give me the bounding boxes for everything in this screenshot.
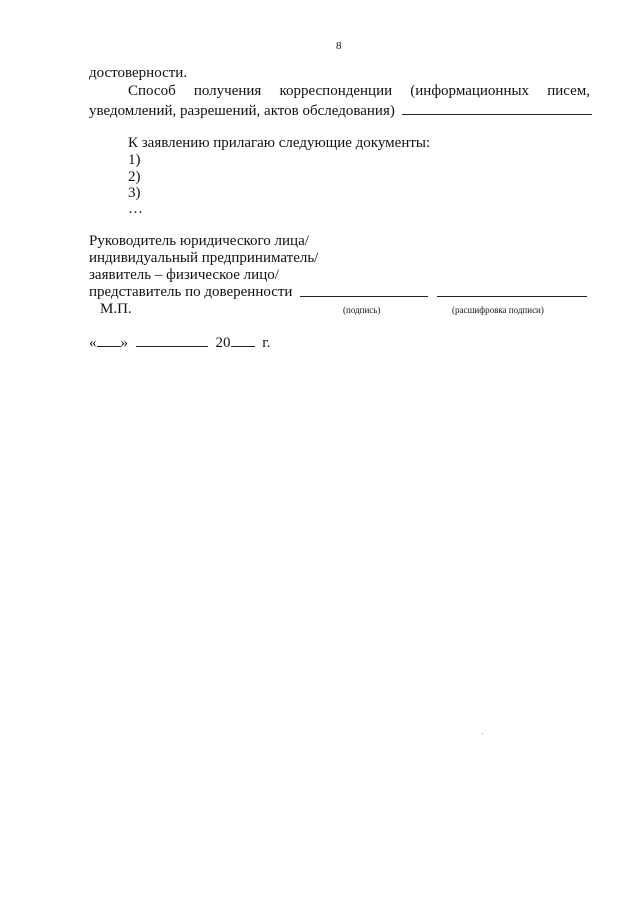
signature-caption: (подпись) [343, 305, 381, 315]
correspondence-line-1 [128, 83, 590, 100]
year-field[interactable] [231, 333, 255, 347]
open-quote: « [89, 335, 97, 351]
correspondence-word: корреспонденции [279, 83, 393, 99]
correspondence-word: писем, [547, 83, 590, 99]
page-number: 8 [336, 40, 342, 52]
month-field[interactable] [136, 333, 208, 347]
decode-caption: (расшифровка подписи) [452, 305, 544, 315]
year-prefix: 20 [215, 335, 231, 351]
signer-line: заявитель – физическое лицо/ [89, 267, 279, 283]
date-line [89, 333, 270, 352]
year-suffix: г. [262, 335, 271, 351]
scan-speck [482, 733, 483, 734]
signature-field[interactable] [300, 283, 428, 297]
close-quote: » [120, 335, 128, 351]
correspondence-line-2 [89, 101, 592, 120]
signer-line: представитель по доверенности [89, 284, 293, 300]
correspondence-word: (информационных [410, 83, 530, 99]
attachment-item: 3) [128, 185, 141, 201]
signer-line: индивидуальный предприниматель/ [89, 250, 319, 266]
continuation-text: достоверности. [89, 65, 188, 81]
day-field[interactable] [97, 333, 121, 347]
attachment-item: … [128, 201, 143, 217]
attachment-item: 1) [128, 152, 141, 168]
attachment-item: 2) [128, 169, 141, 185]
correspondence-word: Способ [128, 83, 176, 99]
correspondence-method-field[interactable] [402, 101, 592, 115]
stamp-label: М.П. [100, 301, 132, 317]
correspondence-word: получения [193, 83, 262, 99]
correspondence-text: уведомлений, разрешений, актов обследования) [89, 103, 395, 119]
attachments-heading: К заявлению прилагаю следующие документы: [128, 135, 431, 151]
signature-decode-field[interactable] [437, 283, 587, 297]
signer-line: Руководитель юридического лица/ [89, 233, 309, 249]
